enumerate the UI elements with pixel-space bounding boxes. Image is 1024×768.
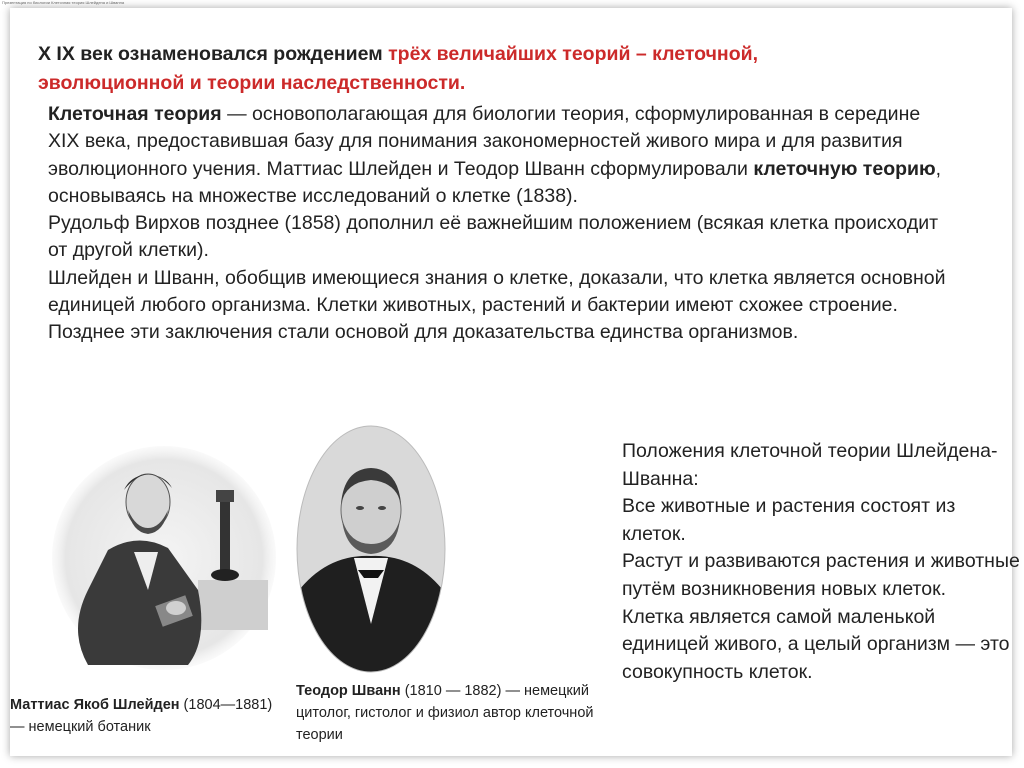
schwann-portrait <box>296 424 446 674</box>
title-highlight-1: трёх величайших теорий – клеточной, <box>388 43 759 65</box>
schwann-caption <box>296 680 606 746</box>
main-text-block <box>48 101 948 347</box>
postulate-item: Растут и развиваются растения и животные путём возникновения новых клеток. <box>622 550 1020 600</box>
schleiden-description: (1804—1881) — немецкий ботаник <box>10 697 273 735</box>
postulate-item: Все животные и растения состоят из клеток. <box>622 495 956 545</box>
paragraph-cell-theory <box>48 101 948 210</box>
schleiden-caption <box>10 694 285 738</box>
postulate-item: Клетка является самой маленькой единицей живого, а целый организм — это совокупность клеток. <box>622 605 1010 683</box>
slide-title <box>38 40 938 98</box>
paragraph-text-a: — основополагающая для биологии теория, сформулированная в середине XIX века, предоставившая базу для понимания закономерностей живого мира и для развития эволюционного учения. Маттиас Шлейден и Теодор Шванн сформулировали <box>48 103 921 180</box>
schleiden-name: Маттиас Якоб Шлейден <box>10 697 180 713</box>
title-highlight-2: эволюционной и теории наследственности. <box>38 72 466 94</box>
schwann-description: (1810 — 1882) — немецкий цитолог, гистолог и физиол автор клеточной теории <box>296 683 594 743</box>
paragraph-virchow: Рудольф Вирхов позднее (1858) дополнил её важнейшим положением (всякая клетка происходит от другой клетки). <box>48 212 939 262</box>
theory-postulates <box>622 438 1022 686</box>
term-cell-theory-2: клеточную теорию <box>753 157 936 180</box>
title-part1: X IX век ознаменовался рождением <box>38 43 389 65</box>
postulates-heading: Положения клеточной теории Шлейдена-Шванна: <box>622 440 998 490</box>
schleiden-portrait <box>48 440 280 672</box>
schwann-name: Теодор Шванн <box>296 683 401 699</box>
slide-header-text: Презентация по биологии Клеточная теория Шлейдена и Шванна <box>2 0 125 5</box>
paragraph-conclusion: Шлейден и Шванн, обобщив имеющиеся знания о клетке, доказали, что клетка является основной единицей любого организма. Клетки животных, растений и бактерии имеют схожее строение. Позднее эти заключения стали основой для доказательства единства организмов. <box>48 266 946 344</box>
paragraph-text-b: , основываясь на множестве исследований о клетке (1838). <box>48 157 942 207</box>
term-cell-theory: Клеточная теория <box>48 103 222 125</box>
